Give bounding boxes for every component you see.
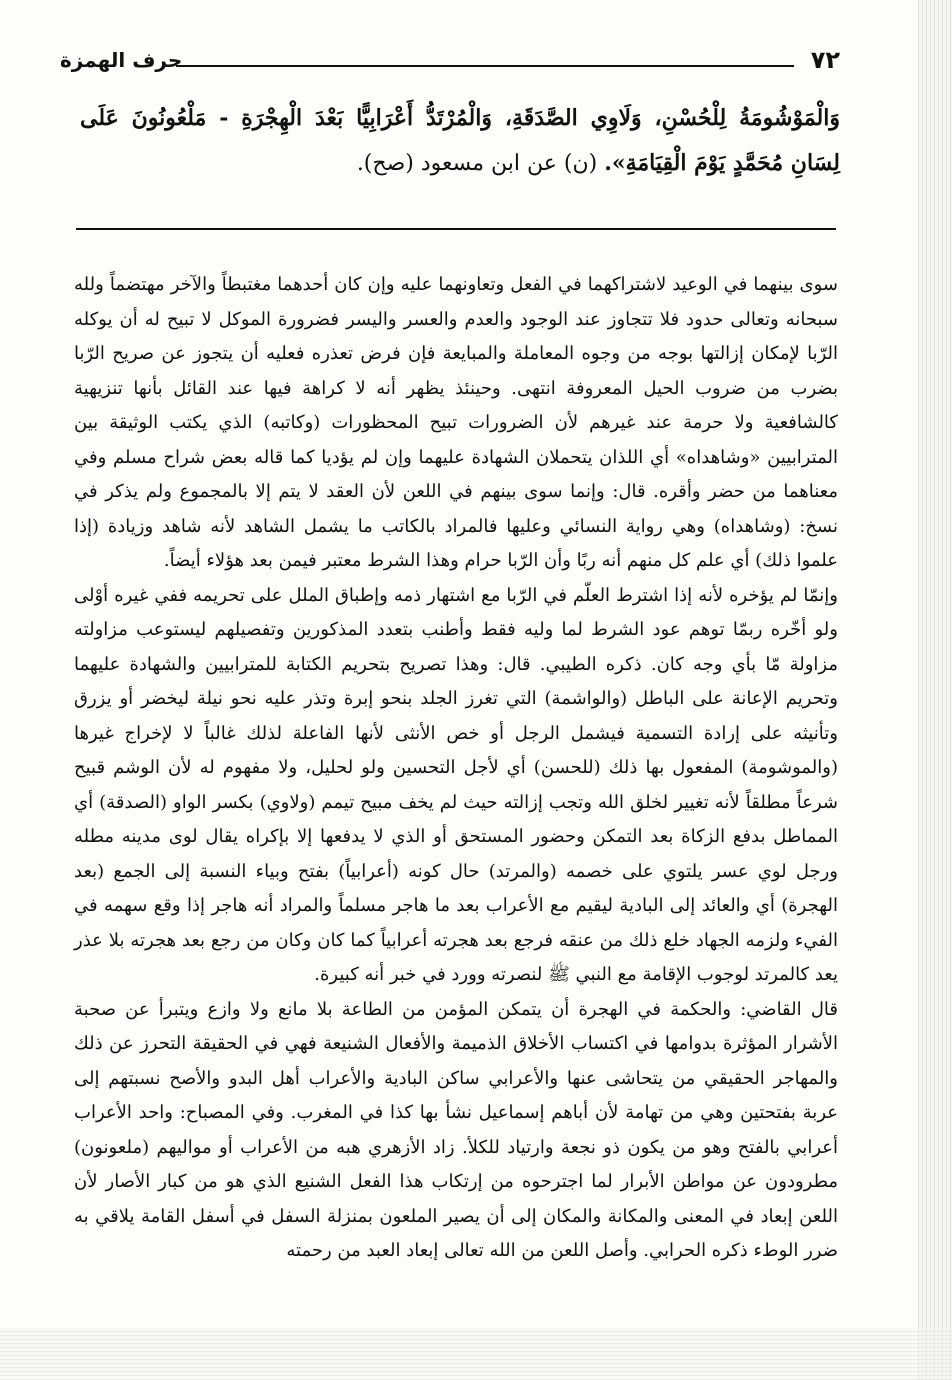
commentary — [74, 268, 838, 1269]
header-rule — [176, 65, 794, 67]
hadith-source: (ن) عن ابن مسعود (صح). — [356, 151, 605, 176]
commentary-paragraph: قال القاضي: والحكمة في الهجرة أن يتمكن المؤمن من الطاعة بلا مانع ولا وازع ويتبرأ عن صحبة الأشرار المؤثرة بدوامها في اكتساب الأخلاق الذميمة والأفعال الشنيعة فهي في الحقيقة التحرز عن ذلك والمهاجر الحقيقي من يتحاشى عنها والأعرابي ساكن البادية والأعراب أهل البدو والأصح نسبتهم إلى عربة بفتحتين وهي من تهامة لأن أباهم إسماعيل نشأ بها كذا في المغرب. وفي المصباح: واحد الأعراب أعرابي بالفتح وهو من يكون ذو نجعة وارتياد للكلأ. زاد الأزهري هبه من الأعراب أو مواليهم (ملعونون) مطرودون عن مواطن الأبرار لما اجترحوه من إرتكاب هذا الفعل الشنيع الذي هو من كبار الأصار لأن اللعن إبعاد في المعنى والمكانة والمكان إلى أن يصير الملعون بمنزلة السفل في أسفل القامة يلاقي به ضرر الوطء ذكره الحرابي. وأصل اللعن من الله تعالى إبعاد العبد من رحمته — [74, 998, 838, 1261]
page-edge-scan-artifact — [918, 0, 952, 1380]
page-bottom-scan-artifact — [0, 1328, 952, 1380]
commentary-paragraph: وإنمّا لم يؤخره لأنه إذا اشترط العلّم في الرّبا مع اشتهار ذمه وإطباق الملل على تحريمه ففي غيره أوْلى ولو أخّره ربمّا توهم عود الشرط لما وليه فقط وأطنب بتعدد المذكورين وتفصيلهم ليستوعب مزاولته مزاولة مّا بأي وجه كان. ذكره الطيبي. قال: وهذا تصريح بتحريم الكتابة للمترابيين والشهادة عليهما وتحريم الإعانة على الباطل (والواشمة) التي تغرز الجلد بنحو إبرة وتذر عليه نحو نيلة ليخضر أو يزرق وتأنيثه على إرادة التسمية فيشمل الرجل أو خص الأنثى لأنها الفاعلة لذلك غالباً لا لإخراج غيرها (والموشومة) المفعول بها ذلك (للحسن) أي لأجل التحسين ولو لحليل، ولا مفهوم له لأن الوشم قبيح شرعاً مطلقاً لأنه تغيير لخلق الله وتجب إزالته حيث لم يخف مبيح تيمم (ولاوي) بكسر الواو (الصدقة) أي المماطل بدفع الزكاة بعد التمكن وحضور المستحق أو الذي لا يدفعها إلا بإكراه يقال لوى مدينه مطله ورجل لوي عسر يلتوي على خصمه (والمرتد) حال كونه (أعرابياً) بفتح وبياء النسبة إلى الجمع (بعد الهجرة) أي والعائد إلى البادية ليقيم مع الأعراب بعد ما هاجر مسلماً والمراد أنه هاجر إذا وقع سهمه في الفيء ولزمه الجهاد خلع ذلك من عنقه فرجع بعد هجرته أعرابياً كما كان وكان من رجع بعد هجرته بلا عذر يعد كالمرتد لوجوب الإقامة مع النبي ﷺ لنصرته وورد في خبر أنه كبيرة. — [74, 584, 838, 985]
running-title: حرف الهمزة — [60, 48, 183, 72]
commentary-paragraph: سوى بينهما في الوعيد لاشتراكهما في الفعل وتعاونهما عليه وإن كان أحدهما مغتبطاً والآخر مهتضماً ولله سبحانه وتعالى حدود فلا تتجاوز عند الوجود والعدم والعسر واليسر فضرورة الموكل لا تبيح له أن يوكله الرّبا لإمكان إزالتها بوجه من وجوه المعاملة والمبايعة فإن فرض تعذره فعليه أن يتجوز عن صريح الرّبا بضرب من ضروب الحيل المعروفة انتهى. وحينئذ يظهر أنه لا كراهة فيها عند القائل بأنها تنزيهية كالشافعية ولا حرمة عند غيرهم لأن الضرورات تبيح المحظورات (وكاتبه) الذي يكتب الوثيقة بين المترابيين «وشاهداه» أي اللذان يتحملان الشهادة عليهما وإن لم يؤديا كما قاله بعض شراح مسلم وفي معناهما من حضر وأقره. قال: وإنما سوى بينهم في اللعن لأن العقد لا يتم إلا بالمجموع ولم يذكر في نسخ: (وشاهداه) وهي رواية النسائي وعليها فالمراد بالكاتب ما يشمل الشاهد لأنه شاهد وزيادة (إذا علموا ذلك) أي علم كل منهم أنه ربًا وأن الرّبا حرام وهذا الشرط معتبر فيمن بعد هؤلاء أيضاً. — [74, 274, 838, 571]
hadith-body: وَالْمَوْشُومَةُ لِلْحُسْنِ، وَلَاوِي الصَّدَقَةِ، وَالْمُرْتَدُّ أَعْرَابِيًّا بَعْدَ الْهِجْرَةِ - مَلْعُونُونَ عَلَى لِسَانِ مُحَمَّدٍ يَوْمَ الْقِيَامَةِ». — [80, 105, 840, 176]
section-divider — [76, 228, 836, 230]
page-number: ٧٢ — [810, 46, 840, 74]
running-header — [60, 46, 840, 80]
hadith-text — [80, 96, 840, 186]
